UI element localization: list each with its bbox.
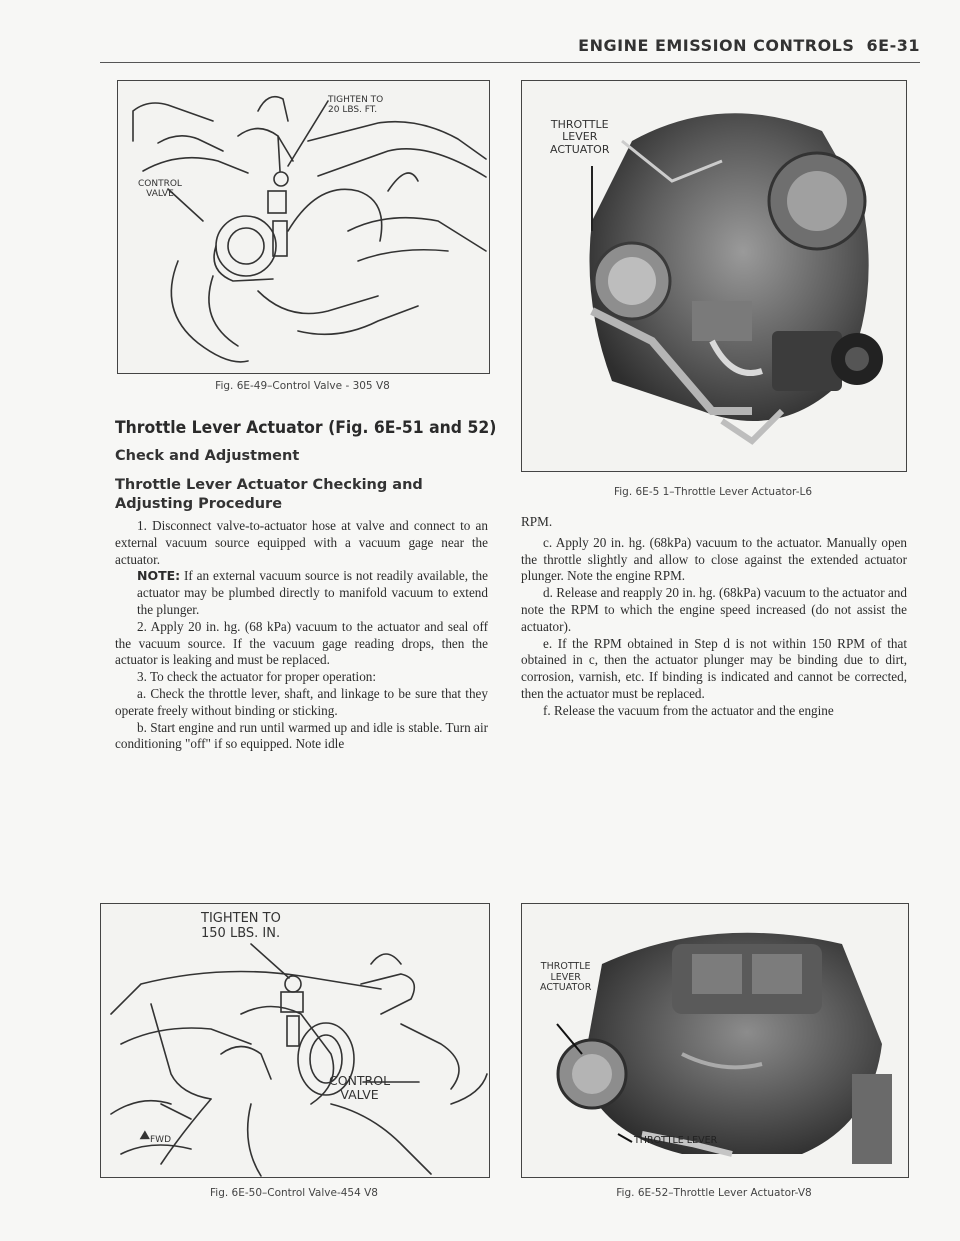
caption-6e-49: Fig. 6E-49–Control Valve - 305 V8 (215, 380, 390, 392)
step-3a: a. Check the throttle lever, shaft, and linkage to be sure that they operate freely without binding or sticking. (115, 685, 488, 718)
fwd-text: FWD (150, 1135, 172, 1145)
note-text: If an external vacuum source is not readily available, the actuator may be plumbed directly to manifold vacuum to extend the plunger. (137, 568, 488, 617)
caption-6e-52: Fig. 6E-52–Throttle Lever Actuator-V8 (616, 1187, 812, 1199)
label-control-valve: CONTROL VALVE (329, 1073, 391, 1102)
figure-6e-49 (117, 80, 490, 374)
header-rule (100, 62, 920, 63)
figure-6e-51 (521, 80, 907, 472)
label-throttle-lever-actuator: THROTTLE LEVER ACTUATOR (550, 118, 610, 156)
step-3c: c. Apply 20 in. hg. (68kPa) vacuum to the actuator. Manually open the throttle slightly and allow to close against the extended actuator plunger. Note the engine RPM. (521, 534, 907, 584)
section-heading: Throttle Lever Actuator (Fig. 6E-51 and 52) (115, 418, 497, 438)
label-throttle-lever: THROTTLE LEVER (634, 1135, 718, 1146)
page-header (560, 36, 920, 60)
figure-6e-50 (100, 903, 490, 1178)
label-control-valve: CONTROL VALVE (138, 179, 182, 200)
subheading-check-adjustment: Check and Adjustment (115, 448, 300, 464)
subheading-procedure: Throttle Lever Actuator Checking and Adjusting Procedure (115, 477, 423, 512)
step-3b: b. Start engine and run until warmed up and idle is stable. Turn air conditioning "off" if so equipped. Note idle (115, 719, 488, 752)
label-fwd (139, 1132, 171, 1145)
step-3f: f. Release the vacuum from the actuator and the engine (543, 702, 834, 718)
note-label: NOTE: (137, 568, 181, 584)
label-tighten: TIGHTEN TO 20 LBS. FT. (328, 95, 384, 116)
page-number: 6E-31 (866, 36, 920, 55)
step-1: 1. Disconnect valve-to-actuator hose at valve and connect to an external vacuum source equipped with a vacuum gage near the actuator. (115, 518, 488, 567)
caption-6e-50: Fig. 6E-50–Control Valve-454 V8 (210, 1187, 378, 1199)
note (115, 568, 488, 618)
fwd-arrow-icon (137, 1130, 150, 1143)
step-3d: d. Release and reapply 20 in. hg. (68kPa) vacuum to the actuator and note the RPM to which the engine speed increased (do not assist the actuator). (521, 585, 907, 634)
caption-6e-51: Fig. 6E-5 1–Throttle Lever Actuator-L6 (613, 486, 813, 498)
step-3e: e. If the RPM obtained in Step d is not within 150 RPM of that obtained in c, then the actuator plunger may be binding due to dirt, corrosion, varnish, etc. If binding is indicated and cannot be corrected, then the actuator must be replaced. (521, 635, 907, 701)
step-2: 2. Apply 20 in. hg. (68 kPa) vacuum to the actuator and seal off the vacuum source. If the vacuum gage reading drops, then the actuator is leaking and must be replaced. (115, 618, 488, 668)
label-tighten: TIGHTEN TO 150 LBS. IN. (201, 911, 281, 941)
figure-6e-52 (521, 903, 909, 1178)
right-column-text (521, 514, 907, 720)
header-title: ENGINE EMISSION CONTROLS (578, 36, 855, 55)
left-column-text (115, 518, 488, 753)
step-3: 3. To check the actuator for proper operation: (137, 669, 377, 685)
continuation: RPM. (521, 514, 553, 529)
control-valve-305-illustration (118, 81, 489, 373)
label-throttle-lever-actuator: THROTTLE LEVER ACTUATOR (540, 961, 592, 994)
